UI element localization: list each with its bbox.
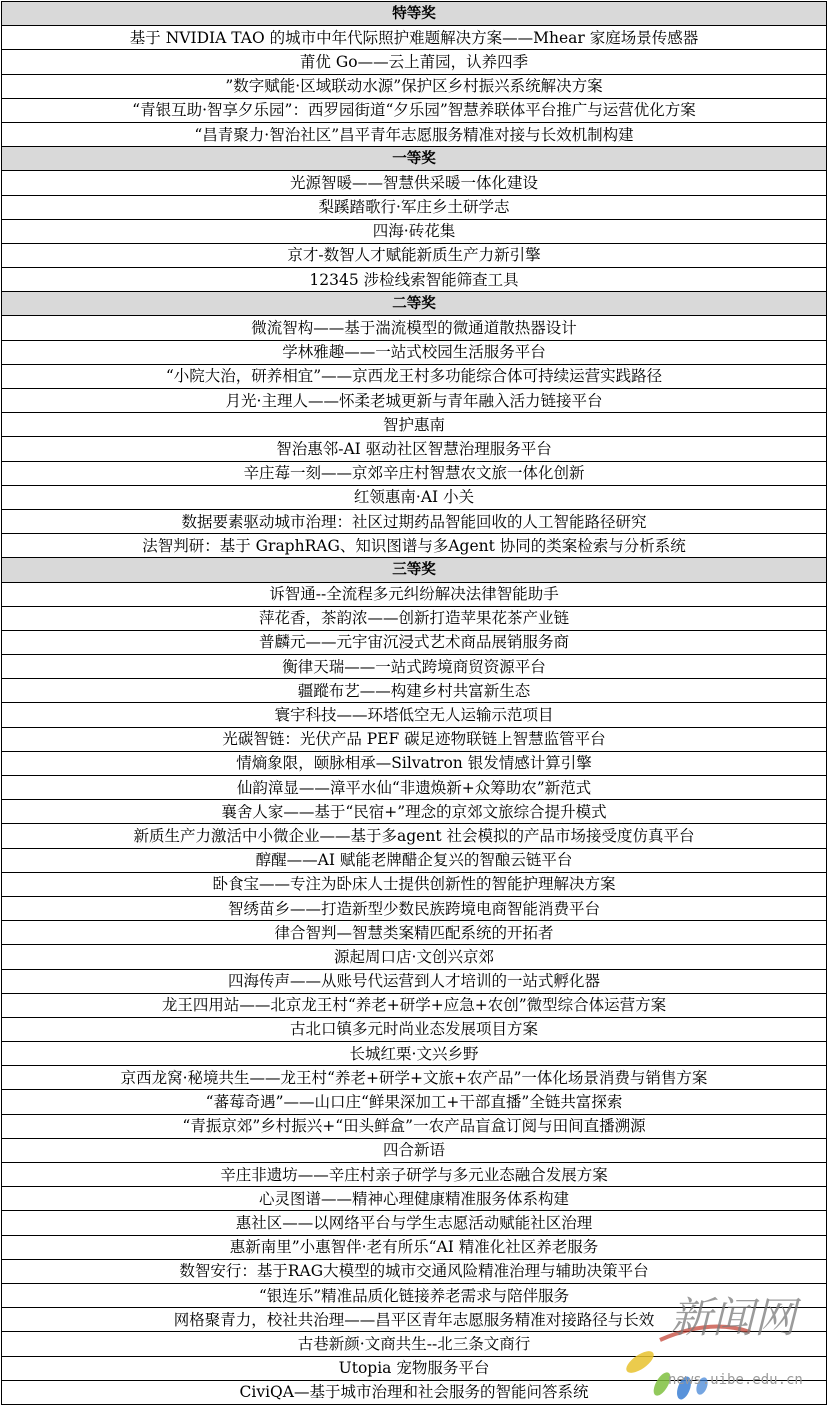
award-row (2, 1114, 827, 1138)
award-project-name: 光源智暖——智慧供采暖一体化建设 (2, 171, 827, 195)
award-project-name: 莆优 Go——云上莆园，认养四季 (2, 50, 827, 74)
award-row (2, 800, 827, 824)
award-project-name: 基于 NVIDIA TAO 的城市中年代际照护难题解决方案——Mhear 家庭场景传感器 (2, 26, 827, 50)
section-header-row (2, 292, 827, 316)
award-row (2, 1211, 827, 1235)
award-project-name: 四海·砖花集 (2, 219, 827, 243)
award-row (2, 509, 827, 533)
award-project-name: 微流智构——基于湍流模型的微通道散热器设计 (2, 316, 827, 340)
award-project-name: 醇醒——AI 赋能老牌醋企复兴的智酿云链平台 (2, 848, 827, 872)
award-row (2, 1138, 827, 1162)
award-project-name: 萍花香，茶韵浓——创新打造苹果花茶产业链 (2, 606, 827, 630)
award-project-name: 心灵图谱——精神心理健康精准服务体系构建 (2, 1187, 827, 1211)
award-project-name: 古巷新颜·文商共生--北三条文商行 (2, 1332, 827, 1356)
award-row (2, 1187, 827, 1211)
award-project-name: 源起周口店·文创兴京郊 (2, 945, 827, 969)
award-row (2, 243, 827, 267)
award-row (2, 1259, 827, 1283)
award-project-name: “昌青聚力·智治社区”昌平青年志愿服务精准对接与长效机制构建 (2, 122, 827, 146)
award-row (2, 413, 827, 437)
award-project-name: 数据要素驱动城市治理：社区过期药品智能回收的人工智能路径研究 (2, 509, 827, 533)
award-row (2, 1090, 827, 1114)
watermark-logo-text: 新闻网 (670, 1293, 797, 1342)
award-row (2, 727, 827, 751)
section-header-row (2, 558, 827, 582)
section-header-row (2, 2, 827, 26)
award-row (2, 389, 827, 413)
award-project-name: 辛庄莓一刻——京郊辛庄村智慧农文旅一体化创新 (2, 461, 827, 485)
award-project-name: 12345 涉检线索智能筛查工具 (2, 268, 827, 292)
award-project-name: 仙韵漳显——漳平水仙“非遗焕新+众筹助农”新范式 (2, 776, 827, 800)
award-row (2, 26, 827, 50)
award-project-name: 寰宇科技——环塔低空无人运输示范项目 (2, 703, 827, 727)
award-row (2, 461, 827, 485)
award-project-name: 新质生产力激活中小微企业——基于多agent 社会模拟的产品市场接受度仿真平台 (2, 824, 827, 848)
awards-table (1, 1, 827, 1405)
award-project-name: 四合新语 (2, 1138, 827, 1162)
award-row (2, 969, 827, 993)
award-row (2, 679, 827, 703)
award-row (2, 340, 827, 364)
award-project-name: “蕃莓奇遇”——山口庄“鲜果深加工+干部直播”全链共富探索 (2, 1090, 827, 1114)
award-project-name: “银连乐”精准品质化链接养老需求与陪伴服务 (2, 1283, 827, 1307)
award-project-name: 法智判研：基于 GraphRAG、知识图谱与多Agent 协同的类案检索与分析系统 (2, 534, 827, 558)
award-row (2, 872, 827, 896)
award-row (2, 50, 827, 74)
award-project-name: 学林雅趣——一站式校园生活服务平台 (2, 340, 827, 364)
award-row (2, 582, 827, 606)
award-row (2, 776, 827, 800)
award-project-name: 长城红栗·文兴乡野 (2, 1042, 827, 1066)
award-project-name: 律合智判—智慧类案精匹配系统的开拓者 (2, 921, 827, 945)
award-project-name: 京才-数智人才赋能新质生产力新引擎 (2, 243, 827, 267)
award-project-name: 网格聚青力，校社共治理——昌平区青年志愿服务精准对接路径与长效 (2, 1308, 827, 1332)
award-project-name: 诉智通--全流程多元纠纷解决法律智能助手 (2, 582, 827, 606)
award-project-name: 惠社区——以网络平台与学生志愿活动赋能社区治理 (2, 1211, 827, 1235)
award-project-name: 惠新南里”小惠智伴·老有所乐“AI 精准化社区养老服务 (2, 1235, 827, 1259)
award-project-name: 京西龙窝·秘境共生——龙王村“养老+研学+文旅+农产品”一体化场景消费与销售方案 (2, 1066, 827, 1090)
award-row (2, 1235, 827, 1259)
award-project-name: 普麟元——元宇宙沉浸式艺术商品展销服务商 (2, 630, 827, 654)
award-project-name: 四海传声——从账号代运营到人才培训的一站式孵化器 (2, 969, 827, 993)
award-row (2, 98, 827, 122)
award-row (2, 534, 827, 558)
watermark-url: news.uibe.edu.cn (668, 1372, 803, 1388)
award-project-name: 光碳智链：光伏产品 PEF 碳足迹物联链上智慧监管平台 (2, 727, 827, 751)
award-project-name: 红领惠南·AI 小关 (2, 485, 827, 509)
award-row (2, 364, 827, 388)
award-row (2, 316, 827, 340)
award-project-name: “小院大治，研养相宜”——京西龙王村多功能综合体可持续运营实践路径 (2, 364, 827, 388)
award-row (2, 122, 827, 146)
section-header-row (2, 147, 827, 171)
award-project-name: ”数字赋能·区域联动水源”保护区乡村振兴系统解决方案 (2, 74, 827, 98)
award-project-name: 情熵象限，颐脉相承—Silvatron 银发情感计算引擎 (2, 751, 827, 775)
award-row (2, 1066, 827, 1090)
award-row (2, 630, 827, 654)
award-project-name: 梨蹊踏歌行·军庄乡土研学志 (2, 195, 827, 219)
award-row (2, 921, 827, 945)
award-row (2, 945, 827, 969)
award-project-name: 智治惠邻-AI 驱动社区智慧治理服务平台 (2, 437, 827, 461)
award-row (2, 195, 827, 219)
award-project-name: 衡律天瑞——一站式跨境商贸资源平台 (2, 655, 827, 679)
award-project-name: 襄舍人家——基于“民宿+”理念的京郊文旅综合提升模式 (2, 800, 827, 824)
award-row (2, 993, 827, 1017)
award-row (2, 1163, 827, 1187)
award-row (2, 848, 827, 872)
awards-table-body (2, 2, 827, 1405)
award-row (2, 171, 827, 195)
section-title: 特等奖 (2, 2, 827, 26)
award-project-name: “青振京郊”乡村振兴+“田头鲜盒”一农产品盲盒订阅与田间直播溯源 (2, 1114, 827, 1138)
award-row (2, 606, 827, 630)
award-row (2, 219, 827, 243)
award-project-name: “青银互助·智享夕乐园”：西罗园街道“夕乐园”智慧养联体平台推广与运营优化方案 (2, 98, 827, 122)
award-project-name: 月光·主理人——怀柔老城更新与青年融入活力链接平台 (2, 389, 827, 413)
section-title: 一等奖 (2, 147, 827, 171)
award-row (2, 751, 827, 775)
section-title: 三等奖 (2, 558, 827, 582)
award-project-name: Utopia 宠物服务平台 (2, 1356, 827, 1380)
award-row (2, 896, 827, 920)
award-project-name: 卧食宝——专注为卧床人士提供创新性的智能护理解决方案 (2, 872, 827, 896)
award-row (2, 485, 827, 509)
award-project-name: CiviQA—基于城市治理和社会服务的智能问答系统 (2, 1380, 827, 1404)
award-project-name: 智绣苗乡——打造新型少数民族跨境电商智能消费平台 (2, 896, 827, 920)
award-row (2, 824, 827, 848)
award-project-name: 智护惠南 (2, 413, 827, 437)
award-row (2, 1042, 827, 1066)
award-project-name: 龙王四用站——北京龙王村“养老+研学+应急+农创”微型综合体运营方案 (2, 993, 827, 1017)
award-row (2, 655, 827, 679)
section-title: 二等奖 (2, 292, 827, 316)
award-row (2, 703, 827, 727)
award-project-name: 数智安行：基于RAG大模型的城市交通风险精准治理与辅助决策平台 (2, 1259, 827, 1283)
watermark-leaf-yellow (623, 1347, 657, 1377)
award-row (2, 1017, 827, 1041)
award-project-name: 古北口镇多元时尚业态发展项目方案 (2, 1017, 827, 1041)
award-row (2, 437, 827, 461)
award-row (2, 268, 827, 292)
award-row (2, 74, 827, 98)
award-project-name: 疆蹤布艺——构建乡村共富新生态 (2, 679, 827, 703)
award-project-name: 辛庄非遗坊——辛庄村亲子研学与多元业态融合发展方案 (2, 1163, 827, 1187)
